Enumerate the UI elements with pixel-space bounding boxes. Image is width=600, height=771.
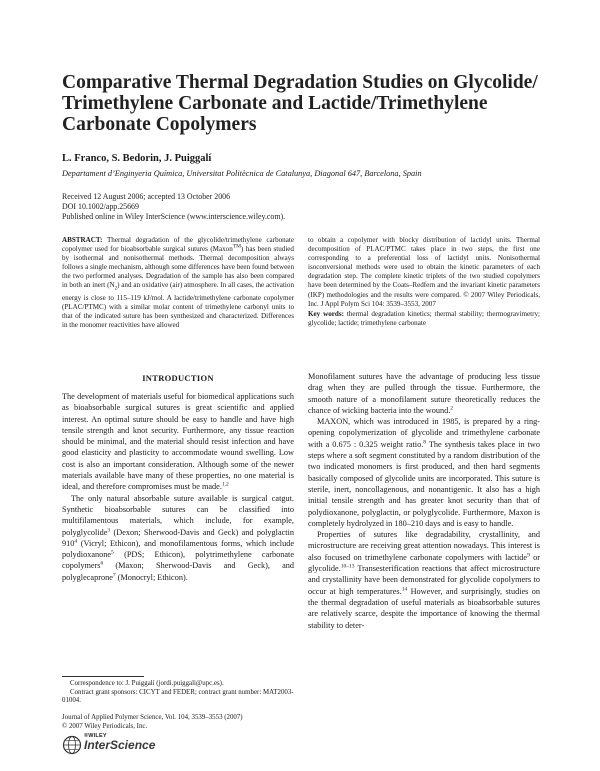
paragraph (308, 529, 540, 631)
abstract-text-c: ) and an oxidative (air) atmosphere. In all cases, the activation energy is close to 115–119 kJ/mol. A lactide/trimethylene carbonate copolymer (PLAC/PTMC) with a similar molar content of trimethylene carbonyl units to that of the indicated suture has been synthesized and characterized. Differences in the monomer reactivities have allowed (62, 281, 294, 330)
abstract-text-b: ) has been studied by isothermal and nonisothermal methods. Thermal decomposition always follows a single mechanism, although some differences have been found between the two performed analyses. Degradation of the sample has also been compared in both an inert (N (62, 245, 294, 290)
body-left-column (62, 391, 294, 583)
journal-line: Journal of Applied Polymer Science, Vol. 104, 3539–3553 (2007) (62, 714, 243, 721)
citation[interactable]: 6 (100, 560, 104, 567)
paragraph-text: The only natural absorbable suture available is surgical catgut. Synthetic bioabsorbable sutures can be classified into multifilamentous materials, which include, for example, polyglycolide (62, 493, 294, 537)
keywords-label: Key words: (308, 310, 344, 318)
published-online: Published online in Wiley InterScience (www.interscience.wiley.com). (62, 211, 286, 221)
paragraph (308, 371, 540, 416)
citation[interactable]: 8 (423, 439, 427, 446)
logo-wiley-text: ®WILEY (84, 733, 107, 739)
paragraph-text: Transesterification reactions that affect microstructure and crystallinity have been demonstrated for glycolide copolymers to occur at high temperatures. (308, 564, 540, 596)
citation[interactable]: 5 (111, 549, 114, 556)
publication-dates (62, 192, 285, 221)
nitrogen-subscript: 2 (114, 286, 118, 292)
paragraph-text: MAXON, which was introduced in 1985, is prepared by a ring-opening copolymerization of glycolide and trimethylene carbonate with a 0.675 : 0.325 weight ratio. (308, 417, 540, 449)
keywords-text: thermal degradation kinetics; thermal stability; thermogravimetry; glycolide; lactide; trimethylene carbonate (308, 310, 541, 328)
paragraph-text: (Maxon; Sherwood-Davis and Geck), and polyglecaprone (62, 561, 294, 582)
body-right-column (308, 371, 540, 631)
paragraph-text: Properties of sutures like degradability, crystallinity, and microstructure are receiving great attention nowadays. This interest is also focused on trimethylene carbonate copolymers with lactide (308, 530, 540, 562)
journal-citation (62, 714, 243, 731)
paragraph-text: or glycolide. (308, 552, 540, 574)
abstract-label: ABSTRACT: (62, 236, 103, 244)
section-heading-introduction: INTRODUCTION (142, 373, 214, 383)
citation[interactable]: 1,2 (221, 481, 229, 488)
logo-interscience-text: InterScience (84, 738, 156, 752)
article-title: Comparative Thermal Degradation Studies on Glycolide/ Trimethylene Carbonate and Lactide/Trimethylene Carbonate Copolymers (62, 72, 538, 135)
keywords (308, 310, 540, 328)
paragraph (308, 416, 540, 529)
wiley-interscience-logo (62, 733, 156, 757)
trademark-sup: TM (232, 243, 242, 250)
paragraph-text: (Monocryl; Ethicon). (115, 572, 188, 582)
abstract-text-a: Thermal degradation of the glycolide/trimethylene carbonate copolymer used for bioabsorbable surgical sutures (Maxon (62, 236, 294, 254)
doi: DOI 10.1002/app.25669 (62, 201, 139, 211)
citation[interactable]: 9 (527, 552, 530, 558)
globe-icon (62, 735, 82, 755)
grant-note: Contract grant sponsors: CICYT and FEDER; contract grant number: MAT2003-01004. (62, 688, 294, 705)
affiliation: Departament d’Enginyeria Química, Universitat Politècnica de Catalunya, Diagonal 647, Barcelona, Spain (62, 169, 422, 178)
copyright-line: © 2007 Wiley Periodicals, Inc. (62, 722, 148, 730)
citation[interactable]: 2 (450, 405, 454, 412)
paragraph (62, 493, 294, 583)
paragraph-text: (PDS; Ethicon), polytrimethylene carbonate copolymers (62, 550, 294, 571)
citation[interactable]: 14 (401, 585, 408, 592)
citation[interactable]: 7 (112, 572, 116, 578)
paragraph-text: However, and surprisingly, studies on the thermal degradation of useful materials as bioabsorbable sutures are relatively scarce, despite the importance of knowing the thermal stability to deter- (308, 586, 541, 630)
paragraph-text: The development of materials useful for biomedical applications such as bioabsorbable surgical sutures is great scientific and applied interest. An optimal suture should be easy to handle and have high tensile strength and knot security. Furthermore, any tissue reaction should be minimal, and the material should resist infection and have good elasticity and plasticity to accommodate wound swelling. Low cost is also an important consideration. Although some of the newer materials available have many of these properties, no one material is ideal, and therefore compromises must be made. (62, 392, 294, 492)
abstract-left-column (62, 236, 294, 330)
author-list: L. Franco, S. Bedorin, J. Puiggalí (62, 153, 212, 164)
footnote-divider (62, 676, 144, 677)
paragraph-text: (Vicryl; Ethicon), and monofilamentous forms, which include polydioxanone (62, 538, 294, 560)
paragraph-text: The synthesis takes place in two steps where a soft segment constituted by a random distribution of the two indicated monomers is first produced, and then hard segments basically composed of glycolide units are incorporated. This suture is sterile, inert, noncollagenous, and nonantigenic. It also has a high initial tensile strength and has greater knot security than that of polydioxanone, polyglactin, or polyglycolide. Furthermore, Maxon is completely hydrolyzed in 180–210 days and is easy to handle. (308, 439, 540, 528)
footnotes (62, 680, 294, 706)
abstract-right-column: to obtain a copolymer with blocky distribution of lactidyl units. Thermal decomposition of PLAC/PTMC takes place in two steps, the first one corresponding to a preferential loss of lactidyl units. Nonisothermal isoconversional methods were used to obtain the kinetic parameters of each degradation step. The complete kinetic triplets of the two studied copolymers have been determined by the Coats–Redfern and the invariant kinetic parameters (IKP) methodologies and the results were compared. © 2007 Wiley Periodicals, Inc. J Appl Polym Sci 104: 3539–3553, 2007 (308, 236, 540, 308)
citation[interactable]: 10–13 (340, 563, 355, 570)
received-date: Received 12 August 2006; accepted 13 October 2006 (62, 192, 231, 201)
paragraph-text: (Dexon; Sherwood-Davis and Geck) and polyglactin 910 (62, 527, 294, 548)
citation[interactable]: 3 (107, 526, 111, 533)
paragraph (62, 391, 294, 493)
correspondence-note: Correspondence to: J. Puiggalí (jordi.puiggali@upc.es). (70, 680, 224, 687)
citation[interactable]: 4 (74, 538, 78, 545)
paragraph-text: Monofilament sutures have the advantage of producing less tissue drag when they are pulled through the tissue. Furthermore, the smooth nature of a monofilament suture theoretically reduces the chance of wicking bacteria into the wound. (308, 372, 540, 415)
